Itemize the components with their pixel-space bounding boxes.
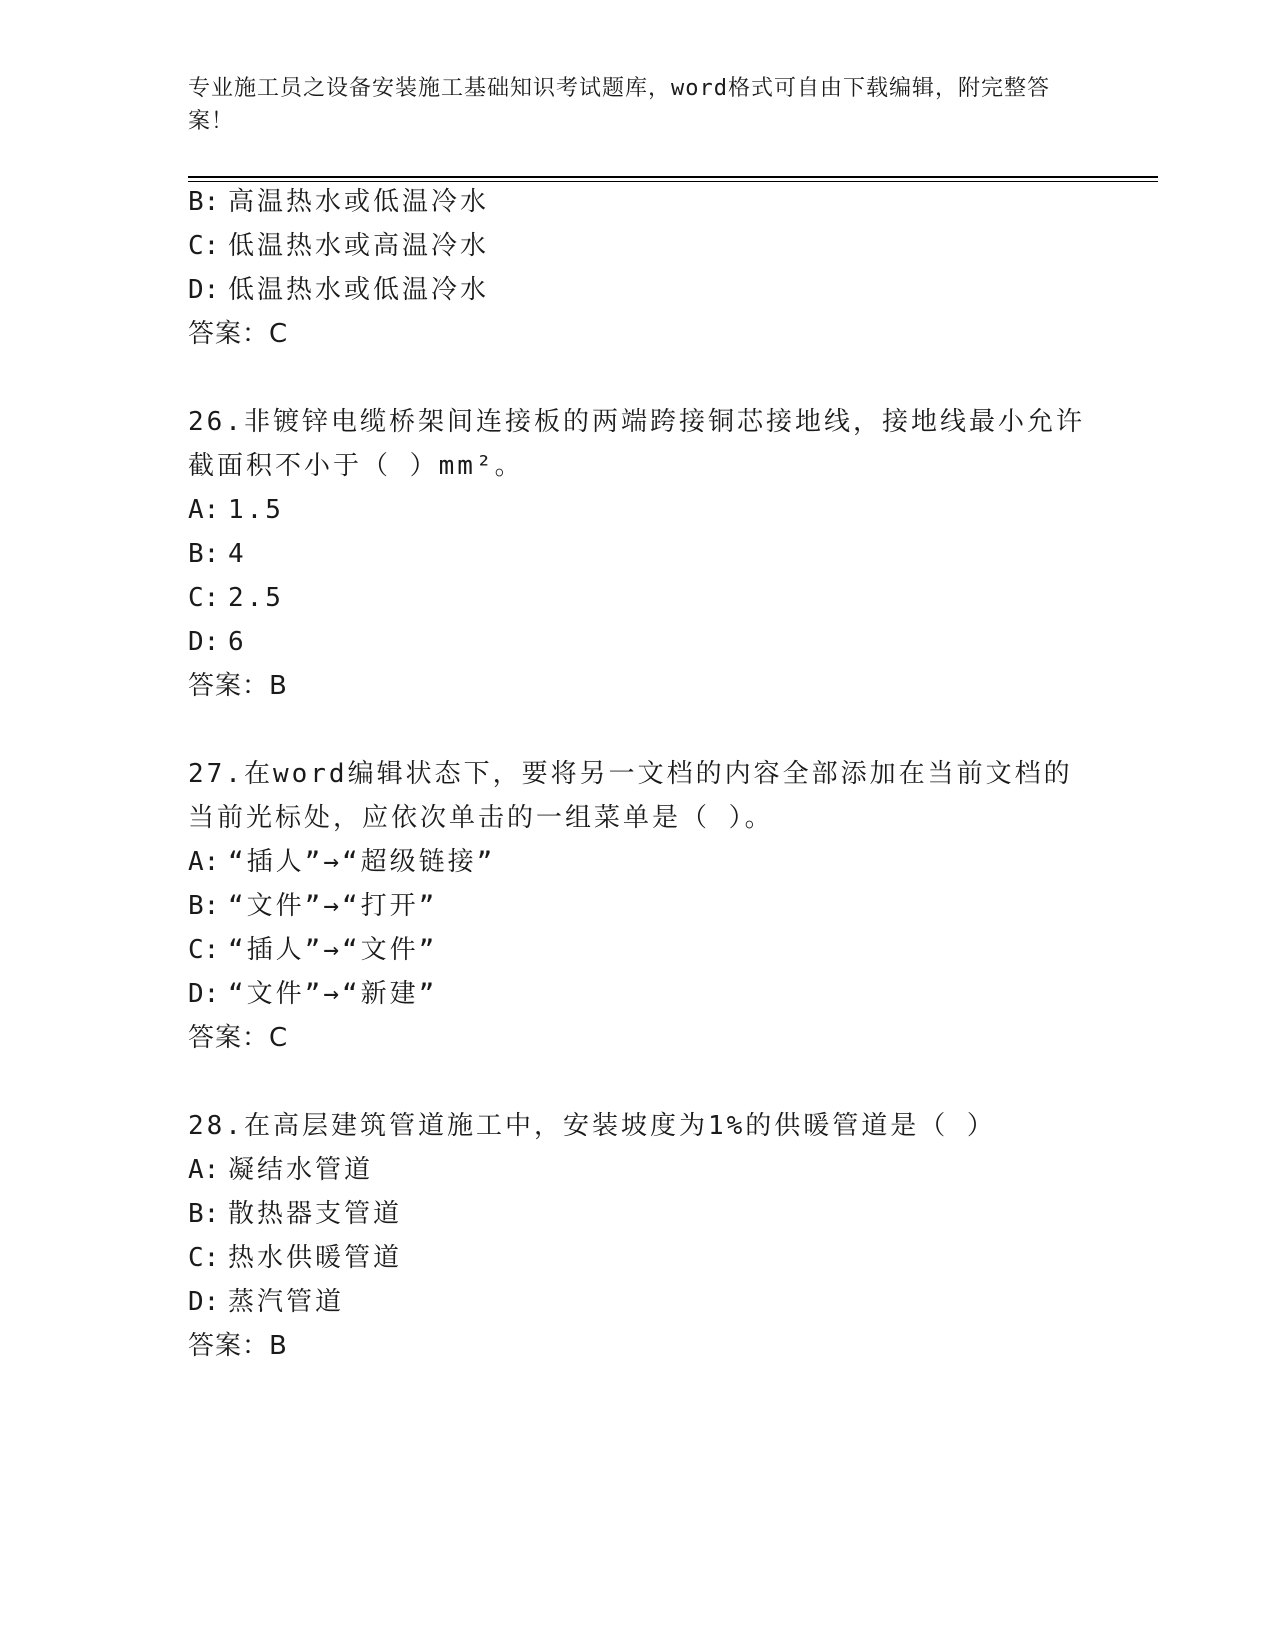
q28-option-c <box>188 1241 402 1275</box>
option-text: 2.5 <box>228 583 284 613</box>
document-header: 专业施工员之设备安装施工基础知识考试题库，word格式可自由下载编辑，附完整答案！ <box>188 76 1050 134</box>
option-text: 凝结水管道 <box>228 1155 374 1185</box>
q25-option-c <box>188 229 489 263</box>
option-letter: B: <box>188 539 220 569</box>
q28-option-d <box>188 1285 344 1319</box>
q27-answer: 答案：C <box>188 1023 289 1053</box>
header-divider-thick <box>188 176 1158 178</box>
option-letter: A: <box>188 847 220 877</box>
option-text: 6 <box>228 627 247 657</box>
option-letter: C: <box>188 935 220 965</box>
header-divider-thin <box>188 181 1158 182</box>
option-text: 散热器支管道 <box>228 1199 403 1229</box>
option-text: “文件”→“新建” <box>228 979 438 1009</box>
option-letter: C: <box>188 231 220 261</box>
q25-option-d <box>188 273 489 307</box>
option-letter: A: <box>188 495 220 525</box>
q25-option-b <box>188 185 489 219</box>
option-letter: C: <box>188 583 220 613</box>
option-text: 低温热水或高温冷水 <box>228 231 490 261</box>
q28-option-b <box>188 1197 402 1231</box>
q26-answer: 答案：B <box>188 671 288 701</box>
option-text: “文件”→“打开” <box>228 891 438 921</box>
q28-stem-line1: 28.在高层建筑管道施工中，安装坡度为1%的供暖管道是（ ） <box>188 1111 996 1141</box>
option-letter: D: <box>188 627 220 657</box>
q28-answer: 答案：B <box>188 1331 288 1361</box>
q27-stem-line2: 当前光标处，应依次单击的一组菜单是（ ）。 <box>188 803 774 833</box>
option-letter: D: <box>188 979 220 1009</box>
option-text: 4 <box>228 539 247 569</box>
option-letter: C: <box>188 1243 220 1273</box>
option-letter: D: <box>188 1287 220 1317</box>
option-letter: D: <box>188 275 220 305</box>
q26-option-a <box>188 493 284 527</box>
q26-option-b <box>188 537 247 571</box>
option-text: 低温热水或低温冷水 <box>228 275 490 305</box>
q26-stem-line1: 26.非镀锌电缆桥架间连接板的两端跨接铜芯接地线，接地线最小允许 <box>188 407 1085 437</box>
option-text: 高温热水或低温冷水 <box>228 187 490 217</box>
q27-option-a <box>188 845 495 879</box>
option-letter: B: <box>188 891 220 921</box>
option-text: “插人”→“超级链接” <box>228 847 496 877</box>
option-text: 1.5 <box>228 495 284 525</box>
option-letter: B: <box>188 187 220 217</box>
q26-option-c <box>188 581 284 615</box>
q27-option-d <box>188 977 437 1011</box>
q26-option-d <box>188 625 247 659</box>
option-letter: A: <box>188 1155 220 1185</box>
option-letter: B: <box>188 1199 220 1229</box>
q28-option-a <box>188 1153 373 1187</box>
q27-option-b <box>188 889 437 923</box>
option-text: “插人”→“文件” <box>228 935 438 965</box>
q26-stem-line2: 截面积不小于（ ）mm²。 <box>188 451 524 481</box>
q25-answer: 答案：C <box>188 319 289 349</box>
q27-stem-line1: 27.在word编辑状态下，要将另一文档的内容全部添加在当前文档的 <box>188 759 1073 789</box>
q27-option-c <box>188 933 437 967</box>
option-text: 热水供暖管道 <box>228 1243 403 1273</box>
option-text: 蒸汽管道 <box>228 1287 345 1317</box>
